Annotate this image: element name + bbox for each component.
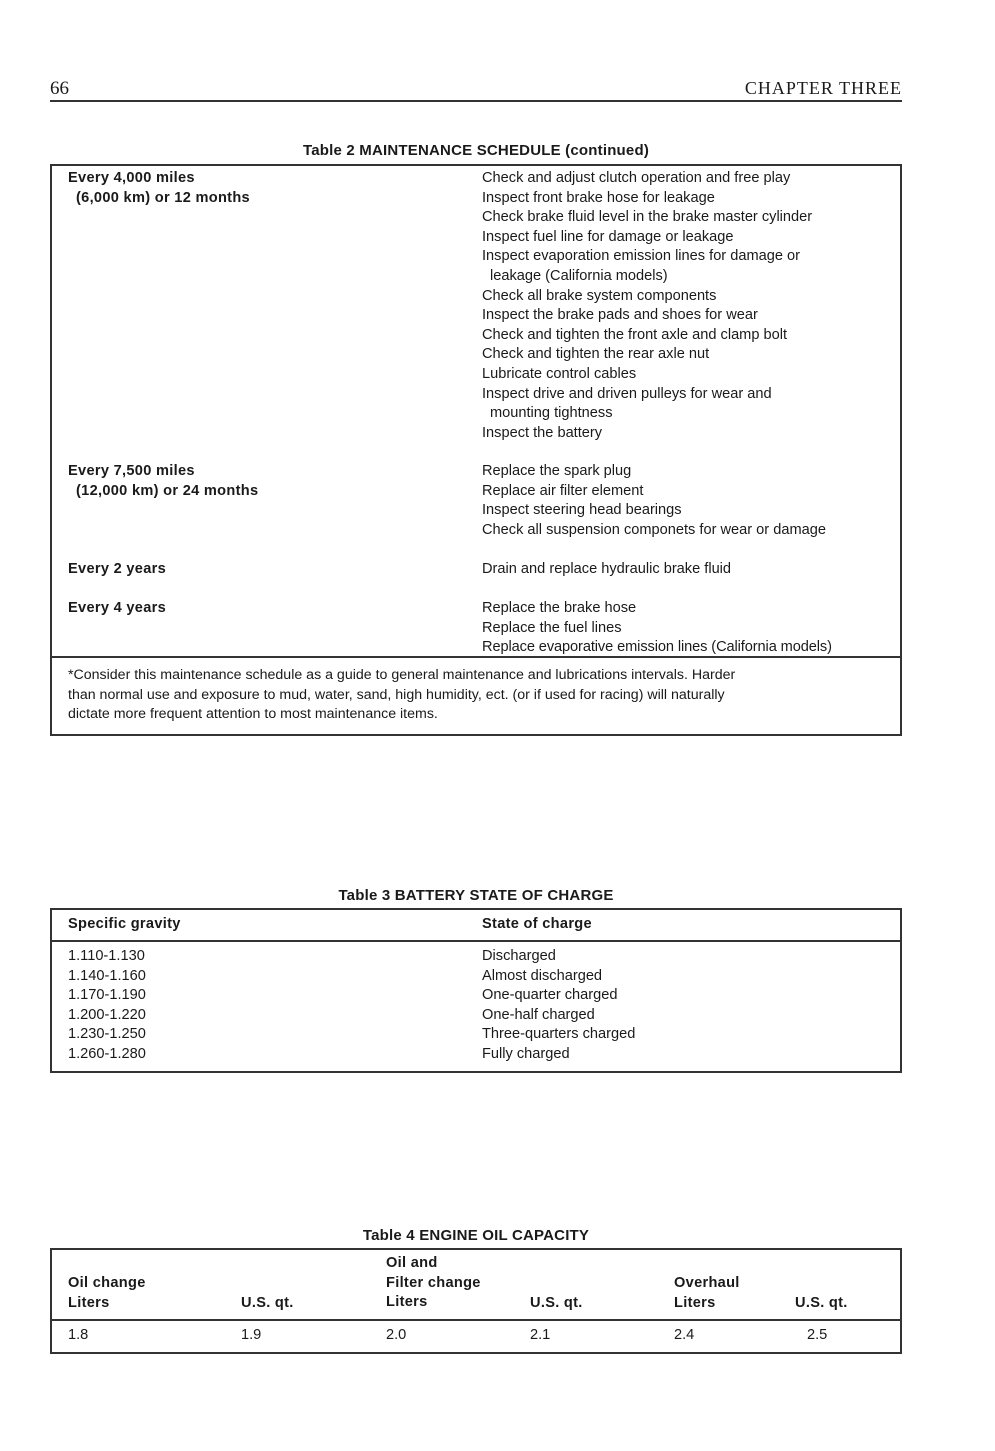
table3-header-gravity: Specific gravity — [68, 916, 181, 932]
table3-gravity-value: 1.200-1.220 — [68, 1006, 146, 1023]
table4-header-oil-change-qt: U.S. qt. — [241, 1295, 294, 1311]
table4-header-oil-change: Oil change Liters — [68, 1275, 146, 1311]
table3-gravity-value: 1.230-1.250 — [68, 1026, 146, 1043]
table2-interval-2: Every 7,500 miles (12,000 km) or 24 months — [68, 463, 259, 499]
table3-gravity-column — [68, 947, 146, 1065]
table2-footnote: *Consider this maintenance schedule as a guide to general maintenance and lubrications intervals. Harder than normal use and exposure to mud, water, sand, high humidity, ect. (or if used for racing) will naturally dictate more frequent attention to most maintenance items. — [68, 667, 736, 723]
table3-state-value: One-half charged — [482, 1006, 595, 1023]
table4-header-filter-qt: U.S. qt. — [530, 1295, 583, 1311]
table3-state-value: One-quarter charged — [482, 987, 618, 1004]
table2-tasks-3: Drain and replace hydraulic brake fluid — [482, 561, 732, 577]
table4-header-overhaul-qt: U.S. qt. — [795, 1295, 848, 1311]
table2-interval-3: Every 2 years — [68, 561, 167, 577]
table4-title: Table 4 ENGINE OIL CAPACITY — [362, 1227, 590, 1244]
table4-value-filter-qt: 2.1 — [530, 1327, 551, 1343]
table4-header-rule — [50, 1319, 902, 1321]
table4-value-oil-qt: 1.9 — [241, 1327, 262, 1343]
table4-value-overhaul-qt: 2.5 — [807, 1327, 828, 1343]
table2-interval-1: Every 4,000 miles (6,000 km) or 12 months — [68, 170, 250, 206]
table2-interval-4: Every 4 years — [68, 600, 167, 616]
table3-gravity-value: 1.170-1.190 — [68, 987, 146, 1004]
table3-state-value: Almost discharged — [482, 967, 603, 984]
table3-state-value: Fully charged — [482, 1045, 570, 1062]
table3-state-column — [482, 947, 635, 1065]
table3-gravity-value: 1.110-1.130 — [68, 948, 145, 964]
table4-value-filter-liters: 2.0 — [386, 1327, 407, 1343]
page-number: 66 — [50, 78, 69, 99]
table2-title: Table 2 MAINTENANCE SCHEDULE (continued) — [302, 142, 650, 159]
table2-tasks-2: Replace the spark plug Replace air filter element Inspect steering head bearings Check all suspension componets for wear or damage — [482, 463, 826, 538]
header-rule — [50, 100, 902, 102]
table3-state-value: Three-quarters charged — [482, 1026, 636, 1043]
table4-value-oil-liters: 1.8 — [68, 1327, 89, 1343]
table4-header-filter-change: Oil and Filter change Liters — [386, 1255, 481, 1311]
table4-value-overhaul-liters: 2.4 — [674, 1327, 695, 1343]
table2-tasks-1: Check and adjust clutch operation and free play Inspect front brake hose for leakage Check brake fluid level in the brake master cylinder Inspect fuel line for damage or leakage Inspect evaporation emission lines for damage or leakage (California models) Check all brake system components Inspect the brake pads and shoes for wear Check and tighten the front axle and clamp bolt Check and tighten the rear axle nut Lubricate control cables Inspect drive and driven pulleys for wear and mounting tightness Inspect the battery — [482, 170, 813, 441]
table3-gravity-value: 1.140-1.160 — [68, 967, 146, 984]
table2-tasks-4: Replace the brake hose Replace the fuel lines Replace evaporative emission lines (California models) — [482, 600, 832, 656]
table4-header-overhaul: Overhaul Liters — [674, 1275, 740, 1311]
chapter-title: CHAPTER THREE — [744, 78, 902, 98]
table3-state-value: Discharged — [482, 948, 556, 964]
table3-gravity-value: 1.260-1.280 — [68, 1045, 146, 1062]
table3-header-rule — [50, 940, 902, 942]
table3-title: Table 3 BATTERY STATE OF CHARGE — [338, 887, 614, 904]
table3-header-state: State of charge — [482, 916, 592, 932]
